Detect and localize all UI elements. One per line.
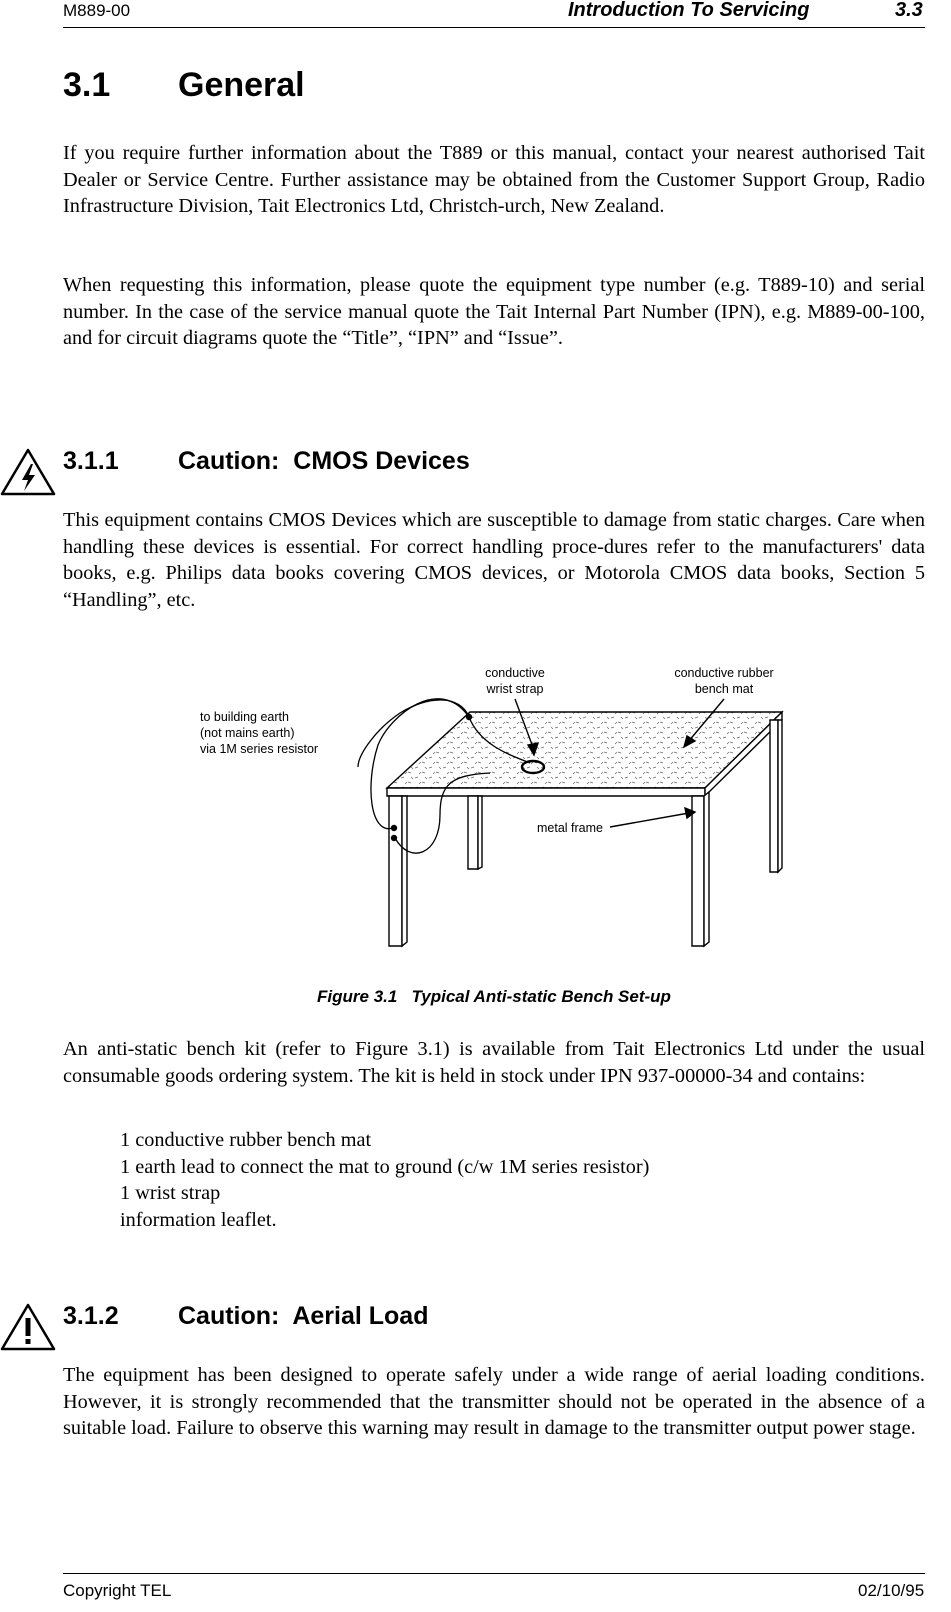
- label-earth-line3: via 1M series resistor: [200, 742, 319, 756]
- label-bench-mat-line1: conductive rubber: [674, 666, 774, 680]
- label-metal-frame: metal frame: [537, 821, 603, 835]
- label-wrist-strap-line1: conductive: [485, 666, 545, 680]
- label-wrist-strap-line2: wrist strap: [486, 682, 544, 696]
- label-bench-mat-line2: bench mat: [694, 682, 754, 696]
- list-item: 1 conductive rubber bench mat: [120, 1129, 372, 1151]
- general-paragraph-2: When requesting this information, please quote the equipment type number (e.g. T889-10) and serial number. In the case of the service manual quote the Tait Internal Part Number (IPN), e.g. M889-00-100, and for circuit diagrams quote the “Title”, “IPN” and “Issue”.: [63, 274, 925, 350]
- kit-contents-list: [120, 1127, 649, 1233]
- aerial-paragraph: The equipment has been designed to operate safely under a wide range of aerial loading conditions. However, it is strongly recommended that the transmitter should not be operated in the absence of a suitable load. Failure to observe this warning may result in damage to the transmitter output power stage.: [63, 1364, 925, 1440]
- exclamation-warning-icon: [0, 1302, 56, 1352]
- header-rule: [63, 27, 925, 28]
- header-doc-code: M889-00: [63, 1, 131, 20]
- anti-static-bench-figure: [190, 655, 810, 955]
- cmos-heading-number: 3.1.1: [63, 447, 119, 475]
- bench-mat: [387, 712, 782, 796]
- kit-paragraph: An anti-static bench kit (refer to Figure 3.1) is available from Tait Electronics Ltd under the usual consumable goods ordering system. The kit is held in stock under IPN 937-00000-34 and contains:: [63, 1038, 925, 1087]
- list-item: information leaflet.: [120, 1208, 277, 1231]
- list-item: 1 earth lead to connect the mat to ground (c/w 1M series resistor): [120, 1155, 650, 1178]
- figure-caption: Figure 3.1 Typical Anti-static Bench Set-up: [317, 987, 671, 1006]
- footer-copyright: Copyright TEL: [63, 1581, 172, 1600]
- cmos-heading-title: Caution: CMOS Devices: [178, 447, 470, 475]
- aerial-heading-number: 3.1.2: [63, 1302, 119, 1330]
- cmos-paragraph: This equipment contains CMOS Devices which are susceptible to damage from static charges. Care when handling these devices is essential. For correct handling proce-dures refer to the manufacturers' data books, e.g. Philips data books covering CMOS devices, or Motorola CMOS data books, Section 5 “Handling”, etc.: [63, 509, 925, 611]
- section-number: 3.1: [63, 66, 111, 104]
- lightning-warning-icon: [0, 447, 56, 497]
- footer-date: 02/10/95: [858, 1581, 925, 1600]
- footer-rule: [63, 1573, 925, 1574]
- aerial-heading-title: Caution: Aerial Load: [178, 1302, 429, 1330]
- label-earth-line2: (not mains earth): [200, 726, 295, 740]
- general-paragraph-1: If you require further information about the T889 or this manual, contact your nearest authorised Tait Dealer or Service Centre. Further assistance may be obtained from the Customer Support Group, Radio Infrastructure Division, Tait Electronics Ltd, Christch-urch, New Zealand.: [63, 142, 925, 218]
- header-page-number: 3.3: [895, 0, 923, 21]
- label-earth-line1: to building earth: [200, 710, 289, 724]
- header-title: Introduction To Servicing: [568, 0, 810, 21]
- section-title: General: [178, 66, 305, 104]
- list-item: 1 wrist strap: [120, 1182, 221, 1205]
